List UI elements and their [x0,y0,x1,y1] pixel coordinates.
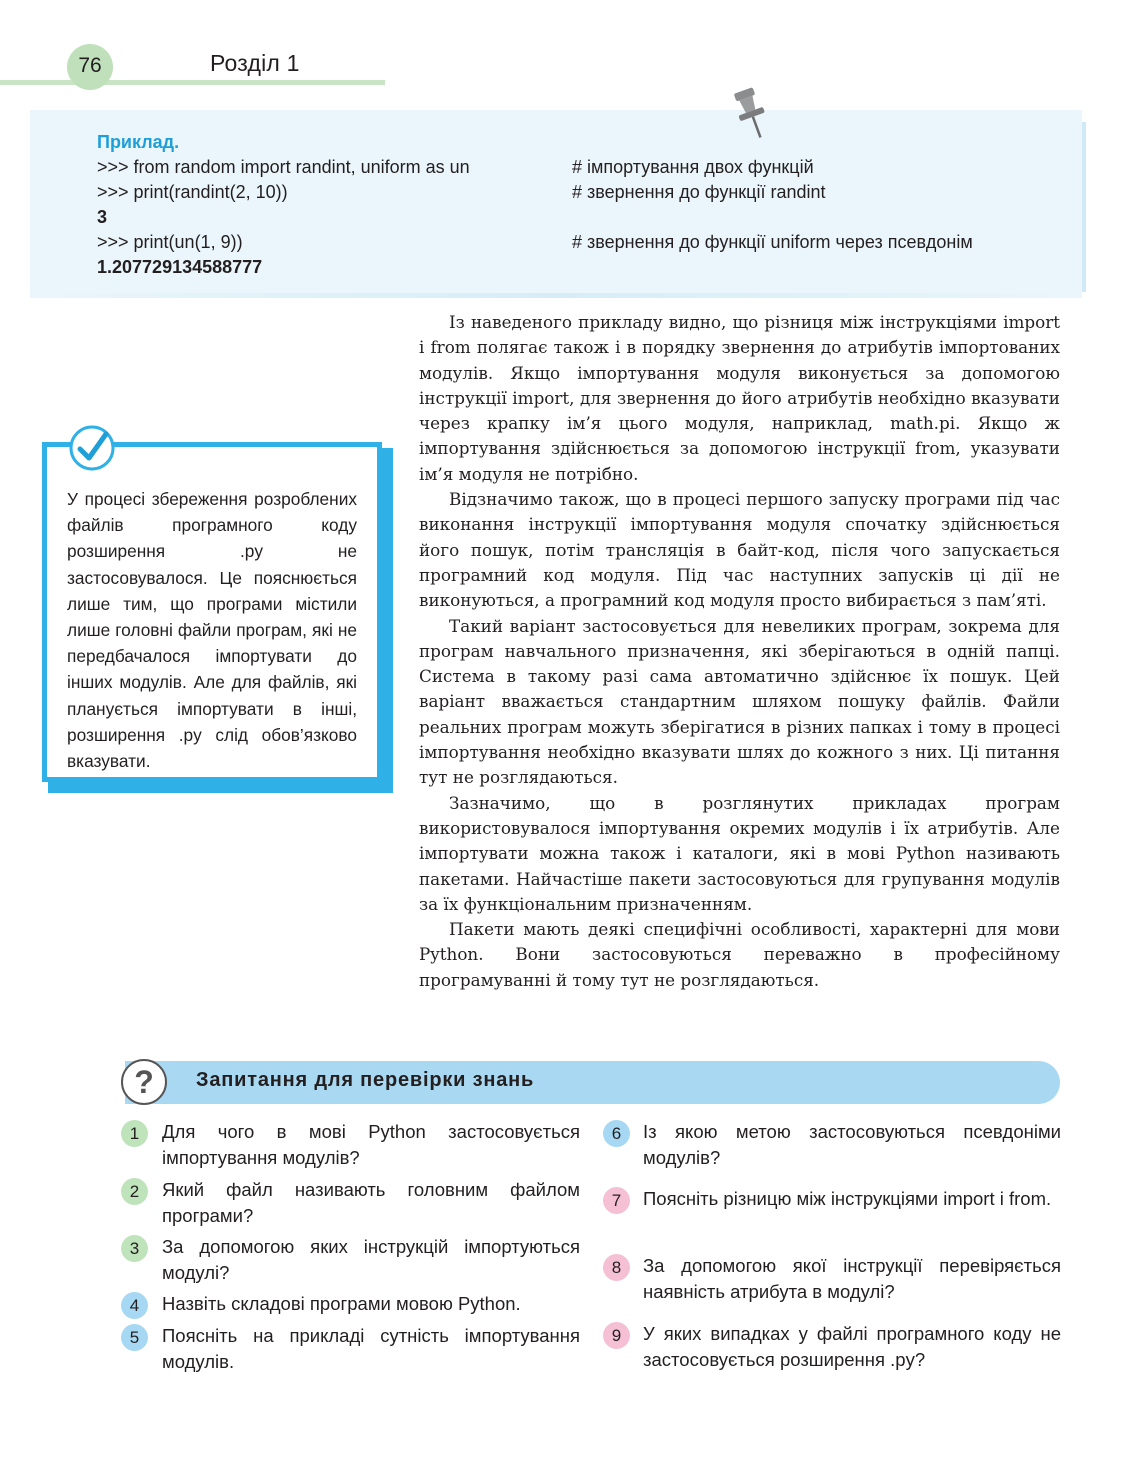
header-rule [0,80,385,85]
question-number: 6 [603,1120,630,1147]
example-output-line: 1.207729134588777 [97,257,263,277]
question-item: Поясніть різницю між інструкціями import і from. [643,1188,1052,1209]
example-comment: # звернення до функції randint [572,182,826,202]
question-mark-icon: ? [121,1059,167,1105]
pushpin-icon [732,85,772,145]
question-item: Для чого в мові Python застосовується імпортування модулів? [162,1121,580,1168]
example-comment: # імпортування двох функцій [572,157,814,177]
paragraph: Із наведеного прикладу видно, що різниця між інструкціями import і from полягає також і в порядку звернення до атрибутів імпортованих модулів. Якщо імпортування модуля виконується за допомогою інструкції import, для звернення до його атрибутів необхідно вказувати через крапку ім’я цього модуля, наприклад, math.pi. Якщо ж імпортування здійснюється за допомогою інструкції from, указувати ім’я модуля не потрібно. [419,312,1060,484]
example-title: Приклад. [97,132,180,152]
question-number: 3 [121,1235,148,1262]
note-text: У процесі збереження розроблених файлів програмного коду розширення .py не застосовувалося. Це пояснюється лише тим, що програми містили лише головні файли програм, які не передбачалося імпортувати до інших модулів. Але для файлів, які планується імпортувати в інші, розширення .py слід обов’язково вказувати. [67,489,357,772]
paragraph: Відзначимо також, що в процесі першого запуску програми під час виконання інструкції імпортування модуля спочатку здійснюється його пошук, потім трансляція в байт-код, після чого запускається програмний код модуля. Під час наступних запусків ці дії не виконуються, а програмний код модуля просто вибирається з пам’яті. [419,489,1060,611]
question-number: 2 [121,1178,148,1205]
question-item: У яких випадках у файлі програмного коду не застосовується розширення .py? [643,1323,1061,1370]
example-code-line: >>> from random import randint, uniform as un [97,157,470,177]
question-number: 4 [121,1292,148,1319]
question-item: Із якою метою застосовуються псевдоніми модулів? [643,1121,1061,1168]
checkmark-icon [68,424,116,472]
questions-title: Запитання для перевірки знань [196,1069,535,1091]
example-code-line: >>> print(un(1, 9)) [97,232,243,252]
main-text [419,310,1060,993]
paragraph: Такий варіант застосовується для невеликих програм, зокрема для програм навчального призначення, які зберігаються в одній папці. Система в такому разі сама автоматично здійснює їх пошук. Цей варіант вважається стандартним шляхом пошуку файлів. Файли реальних програм можуть зберігатися в різних папках і тому в процесі імпортування необхідно вказувати шлях до кожного з них. Ці питання тут не розглядаються. [419,615,1060,788]
question-item: За допомогою яких інструкцій імпортуються модулі? [162,1236,580,1283]
question-number: 9 [603,1322,630,1349]
question-item: За допомогою якої інструкції перевіряється наявність атрибута в модулі? [643,1255,1061,1302]
paragraph: Пакети мають деякі специфічні особливості, характерні для мови Python. Вони застосовуються переважно в професійному програмуванні й тому тут не розглядаються. [419,919,1060,990]
question-number: 7 [603,1187,630,1214]
paragraph: Зазначимо, що в розглянутих прикладах програм використовувалося імпортування окремих модулів і їх атрибутів. Але імпортувати можна також і каталоги, які в мові Python називають пакетами. Найчастіше пакети застосовуються для групування модулів за їх функціональним призначенням. [419,792,1060,914]
question-item: Назвіть складові програми мовою Python. [162,1293,521,1314]
question-item: Який файл називають головним файлом програми? [162,1179,580,1226]
question-number: 1 [121,1120,148,1147]
question-item: Поясніть на прикладі сутність імпортування модулів. [162,1325,580,1372]
example-output-line: 3 [97,207,108,227]
example-code-line: >>> print(randint(2, 10)) [97,182,288,202]
page-number: 76 [67,44,113,90]
question-number: 8 [603,1254,630,1281]
question-number: 5 [121,1324,148,1351]
example-comment: # звернення до функції uniform через псевдонім [572,232,973,252]
section-title: Розділ 1 [210,50,300,76]
